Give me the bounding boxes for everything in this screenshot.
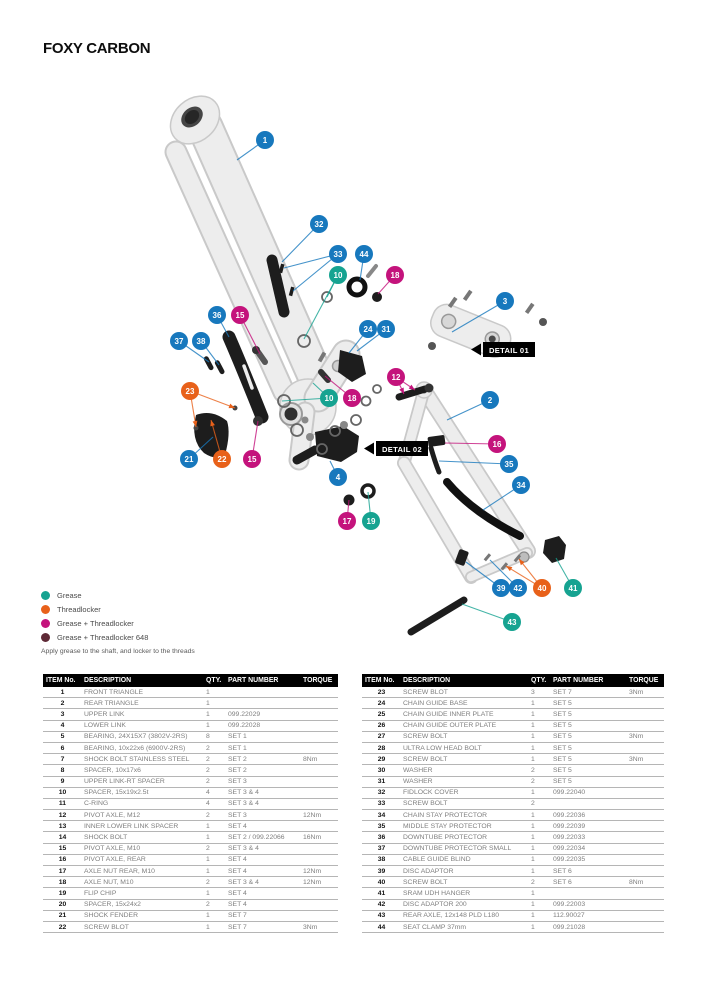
legend-item [41,602,148,616]
svg-text:19: 19 [366,516,376,526]
legend-note: Apply grease to the shaft, and locker to the threads [41,648,195,655]
legend-dot-icon [41,633,50,642]
legend-item [41,616,148,630]
svg-text:42: 42 [513,583,523,593]
column-header: PART NUMBER [550,674,626,687]
svg-text:16: 16 [492,439,502,449]
table-row: 8 SPACER, 10x17x6 2 SET 2 [43,765,338,776]
table-header [43,674,338,687]
callout-32 [310,215,328,233]
callout-3 [496,292,514,310]
callout-21 [180,450,198,468]
callout-15 [243,450,261,468]
callout-31 [377,320,395,338]
table-row: 37 DOWNTUBE PROTECTOR SMALL 1 099.22034 [362,843,664,854]
legend-item-label: Grease [57,590,82,600]
table-row: 19 FLIP CHIP 1 SET 4 [43,888,338,899]
table-row: 14 SHOCK BOLT 1 SET 2 / 099.22066 16Nm [43,832,338,843]
column-header: PART NUMBER [225,674,300,687]
callout-33 [329,245,347,263]
table-row: 33 SCREW BOLT 2 [362,798,664,809]
table-row: 21 SHOCK FENDER 1 SET 7 [43,910,338,921]
svg-text:17: 17 [342,516,352,526]
svg-text:10: 10 [333,270,343,280]
callout-43 [503,613,521,631]
table-row: 18 AXLE NUT, M10 2 SET 3 & 4 12Nm [43,877,338,888]
table-row: 13 INNER LOWER LINK SPACER 1 SET 4 [43,821,338,832]
table-row: 35 MIDDLE STAY PROTECTOR 1 099.22039 [362,821,664,832]
table-row: 2 REAR TRIANGLE 1 [43,698,338,709]
table-row: 4 LOWER LINK 1 099.22028 [43,720,338,731]
table-row: 40 SCREW BOLT 2 SET 6 8Nm [362,877,664,888]
legend [41,588,148,644]
svg-text:22: 22 [217,454,227,464]
svg-text:43: 43 [507,617,517,627]
table-row: 26 CHAIN GUIDE OUTER PLATE 1 SET 5 [362,720,664,731]
table-row: 32 FIDLOCK COVER 1 099.22040 [362,787,664,798]
svg-text:36: 36 [212,310,222,320]
legend-item [41,588,148,602]
parts-table-left [43,674,338,933]
table-row: 44 SEAT CLAMP 37mm 1 099.21028 [362,921,664,932]
detail-label [471,342,535,357]
table-row: 16 PIVOT AXLE, REAR 1 SET 4 [43,854,338,865]
callout-37 [170,332,188,350]
callout-1 [256,131,274,149]
column-header: DESCRIPTION [400,674,528,687]
callout-24 [359,320,377,338]
page-title: FOXY CARBON [43,40,151,57]
svg-text:4: 4 [335,472,341,482]
callout-2 [481,391,499,409]
svg-text:44: 44 [359,249,369,259]
parts-table-right [362,674,664,933]
table-row: 28 ULTRA LOW HEAD BOLT 1 SET 5 [362,742,664,753]
svg-text:39: 39 [496,583,506,593]
callout-12 [387,368,405,386]
callout-44 [355,245,373,263]
svg-text:37: 37 [174,336,184,346]
svg-text:10: 10 [324,393,334,403]
legend-dot-icon [41,605,50,614]
table-row: 1 FRONT TRIANGLE 1 [43,687,338,698]
svg-text:38: 38 [196,336,206,346]
callout-18 [386,266,404,284]
callout-4 [329,468,347,486]
svg-text:34: 34 [516,480,526,490]
svg-text:2: 2 [487,395,493,405]
detail-label [364,441,428,456]
table-row: 36 DOWNTUBE PROTECTOR 1 099.22033 [362,832,664,843]
legend-dot-icon [41,591,50,600]
callout-42 [509,579,527,597]
table-row: 17 AXLE NUT REAR, M10 1 SET 4 12Nm [43,866,338,877]
table-row: 41 SRAM UDH HANGER 1 [362,888,664,899]
callout-10 [320,389,338,407]
table-row: 11 C-RING 4 SET 3 & 4 [43,798,338,809]
callout-35 [500,455,518,473]
column-header: ITEM No. [43,674,81,687]
callout-19 [362,512,380,530]
table-row: 20 SPACER, 15x24x2 2 SET 4 [43,899,338,910]
table-row: 34 CHAIN STAY PROTECTOR 1 099.22036 [362,810,664,821]
svg-text:15: 15 [235,310,245,320]
svg-text:21: 21 [184,454,194,464]
callout-22 [213,450,231,468]
table-row: 31 WASHER 2 SET 5 [362,776,664,787]
table-row: 12 PIVOT AXLE, M12 2 SET 3 12Nm [43,810,338,821]
svg-text:DETAIL 02: DETAIL 02 [382,444,422,454]
svg-text:40: 40 [537,583,547,593]
column-header: TORQUE [300,674,338,687]
table-row: 6 BEARING, 10x22x6 (6900V-2RS) 2 SET 1 [43,742,338,753]
legend-item-label: Grease + Threadlocker 648 [57,632,149,642]
svg-text:1: 1 [262,135,268,145]
callout-34 [512,476,530,494]
callout-18 [343,389,361,407]
callout-23 [181,382,199,400]
svg-text:15: 15 [247,454,257,464]
svg-text:33: 33 [333,249,343,259]
svg-text:35: 35 [504,459,514,469]
legend-dot-icon [41,619,50,628]
svg-text:DETAIL 01: DETAIL 01 [489,345,529,355]
legend-item [41,630,148,644]
column-header: QTY. [528,674,550,687]
table-row: 24 CHAIN GUIDE BASE 1 SET 5 [362,698,664,709]
table-header [362,674,664,687]
table-row: 3 UPPER LINK 1 099.22029 [43,709,338,720]
svg-text:12: 12 [391,372,401,382]
table-row: 22 SCREW BLOT 1 SET 7 3Nm [43,921,338,932]
callout-41 [564,579,582,597]
svg-text:3: 3 [502,296,508,306]
legend-item-label: Threadlocker [57,604,101,614]
callout-36 [208,306,226,324]
callout-40 [533,579,551,597]
svg-text:18: 18 [347,393,357,403]
callout-38 [192,332,210,350]
svg-text:24: 24 [363,324,373,334]
svg-text:32: 32 [314,219,324,229]
table-row: 38 CABLE GUIDE BLIND 1 099.22035 [362,854,664,865]
table-row: 39 DISC ADAPTOR 1 SET 6 [362,866,664,877]
table-row: 5 BEARING, 24X15X7 (3802V-2RS) 8 SET 1 [43,731,338,742]
column-header: ITEM No. [362,674,400,687]
svg-text:18: 18 [390,270,400,280]
svg-text:41: 41 [568,583,578,593]
callout-10 [329,266,347,284]
table-row: 30 WASHER 2 SET 5 [362,765,664,776]
svg-text:23: 23 [185,386,195,396]
table-row: 43 REAR AXLE, 12x148 PLD L180 1 112.90027 [362,910,664,921]
table-row: 9 UPPER LINK-RT SPACER 2 SET 3 [43,776,338,787]
table-row: 15 PIVOT AXLE, M10 2 SET 3 & 4 [43,843,338,854]
table-row: 10 SPACER, 15x19x2.5t 4 SET 3 & 4 [43,787,338,798]
callout-39 [492,579,510,597]
table-row: 42 DISC ADAPTOR 200 1 099.22003 [362,899,664,910]
table-row: 29 SCREW BOLT 1 SET 5 3Nm [362,754,664,765]
table-row: 25 CHAIN GUIDE INNER PLATE 1 SET 5 [362,709,664,720]
column-header: QTY. [203,674,225,687]
table-row: 27 SCREW BOLT 1 SET 5 3Nm [362,731,664,742]
table-row: 23 SCREW BLOT 3 SET 7 3Nm [362,687,664,698]
callout-16 [488,435,506,453]
callout-15 [231,306,249,324]
table-row: 7 SHOCK BOLT STAINLESS STEEL 2 SET 2 8Nm [43,754,338,765]
legend-item-label: Grease + Threadlocker [57,618,134,628]
callout-17 [338,512,356,530]
column-header: DESCRIPTION [81,674,203,687]
column-header: TORQUE [626,674,664,687]
svg-text:31: 31 [381,324,391,334]
